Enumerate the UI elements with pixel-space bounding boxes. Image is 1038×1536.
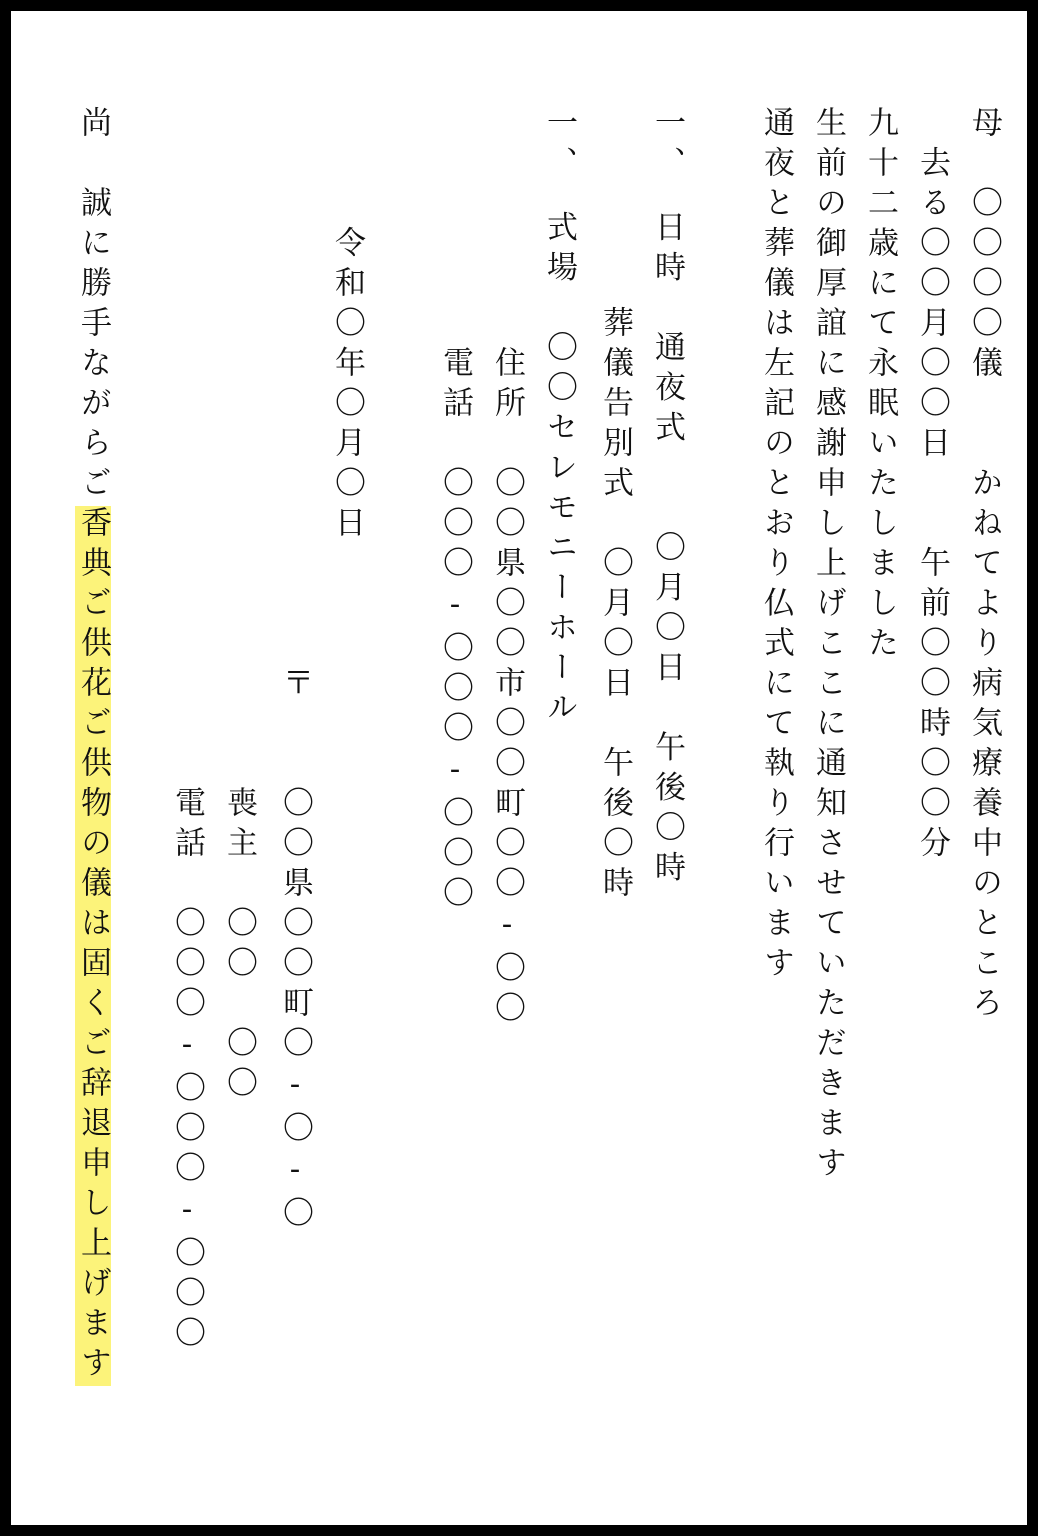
text-line-14: 喪主 〇〇 〇〇 — [221, 786, 257, 1106]
text-line-16 — [75, 106, 111, 1386]
text-line-10: 電話 〇〇〇-〇〇〇-〇〇〇 — [437, 346, 473, 916]
text-line-11: 令和〇年〇月〇日 — [329, 226, 365, 546]
text-line-6: 一、 日時 通夜式 〇月〇日 午後〇時 — [649, 106, 685, 891]
postal-mark: 〒 — [277, 666, 313, 706]
text-line-4: 生前の御厚誼に感謝申し上げここに通知させていただきます — [810, 106, 846, 1186]
text-line-5: 通夜と葬儀は左記のとおり仏式にて執り行います — [758, 106, 794, 986]
text-line-8: 一、 式場 〇〇セレモニーホール — [541, 106, 577, 731]
text-line-7: 葬儀告別式 〇月〇日 午後〇時 — [597, 306, 633, 906]
text-line-3: 九十二歳にて永眠いたしました — [862, 106, 898, 666]
text-line-16-plain: 尚 誠に勝手ながらご — [75, 106, 111, 506]
highlighted-text: 香典ご供花ご供物の儀は固くご辞退申し上げます — [75, 506, 111, 1386]
text-line-13: 〇〇県〇〇町〇-〇-〇 — [277, 786, 313, 1236]
text-line-2: 去る〇〇月〇〇日 午前〇〇時〇〇分 — [914, 146, 950, 866]
text-line-1: 母 〇〇〇〇儀 かねてより病気療養中のところ — [966, 106, 1002, 1026]
letter-page — [11, 11, 1027, 1525]
text-line-9: 住所 〇〇県〇〇市〇〇町〇〇-〇〇 — [489, 346, 525, 1031]
text-line-15: 電話 〇〇〇-〇〇〇-〇〇〇 — [169, 786, 205, 1356]
